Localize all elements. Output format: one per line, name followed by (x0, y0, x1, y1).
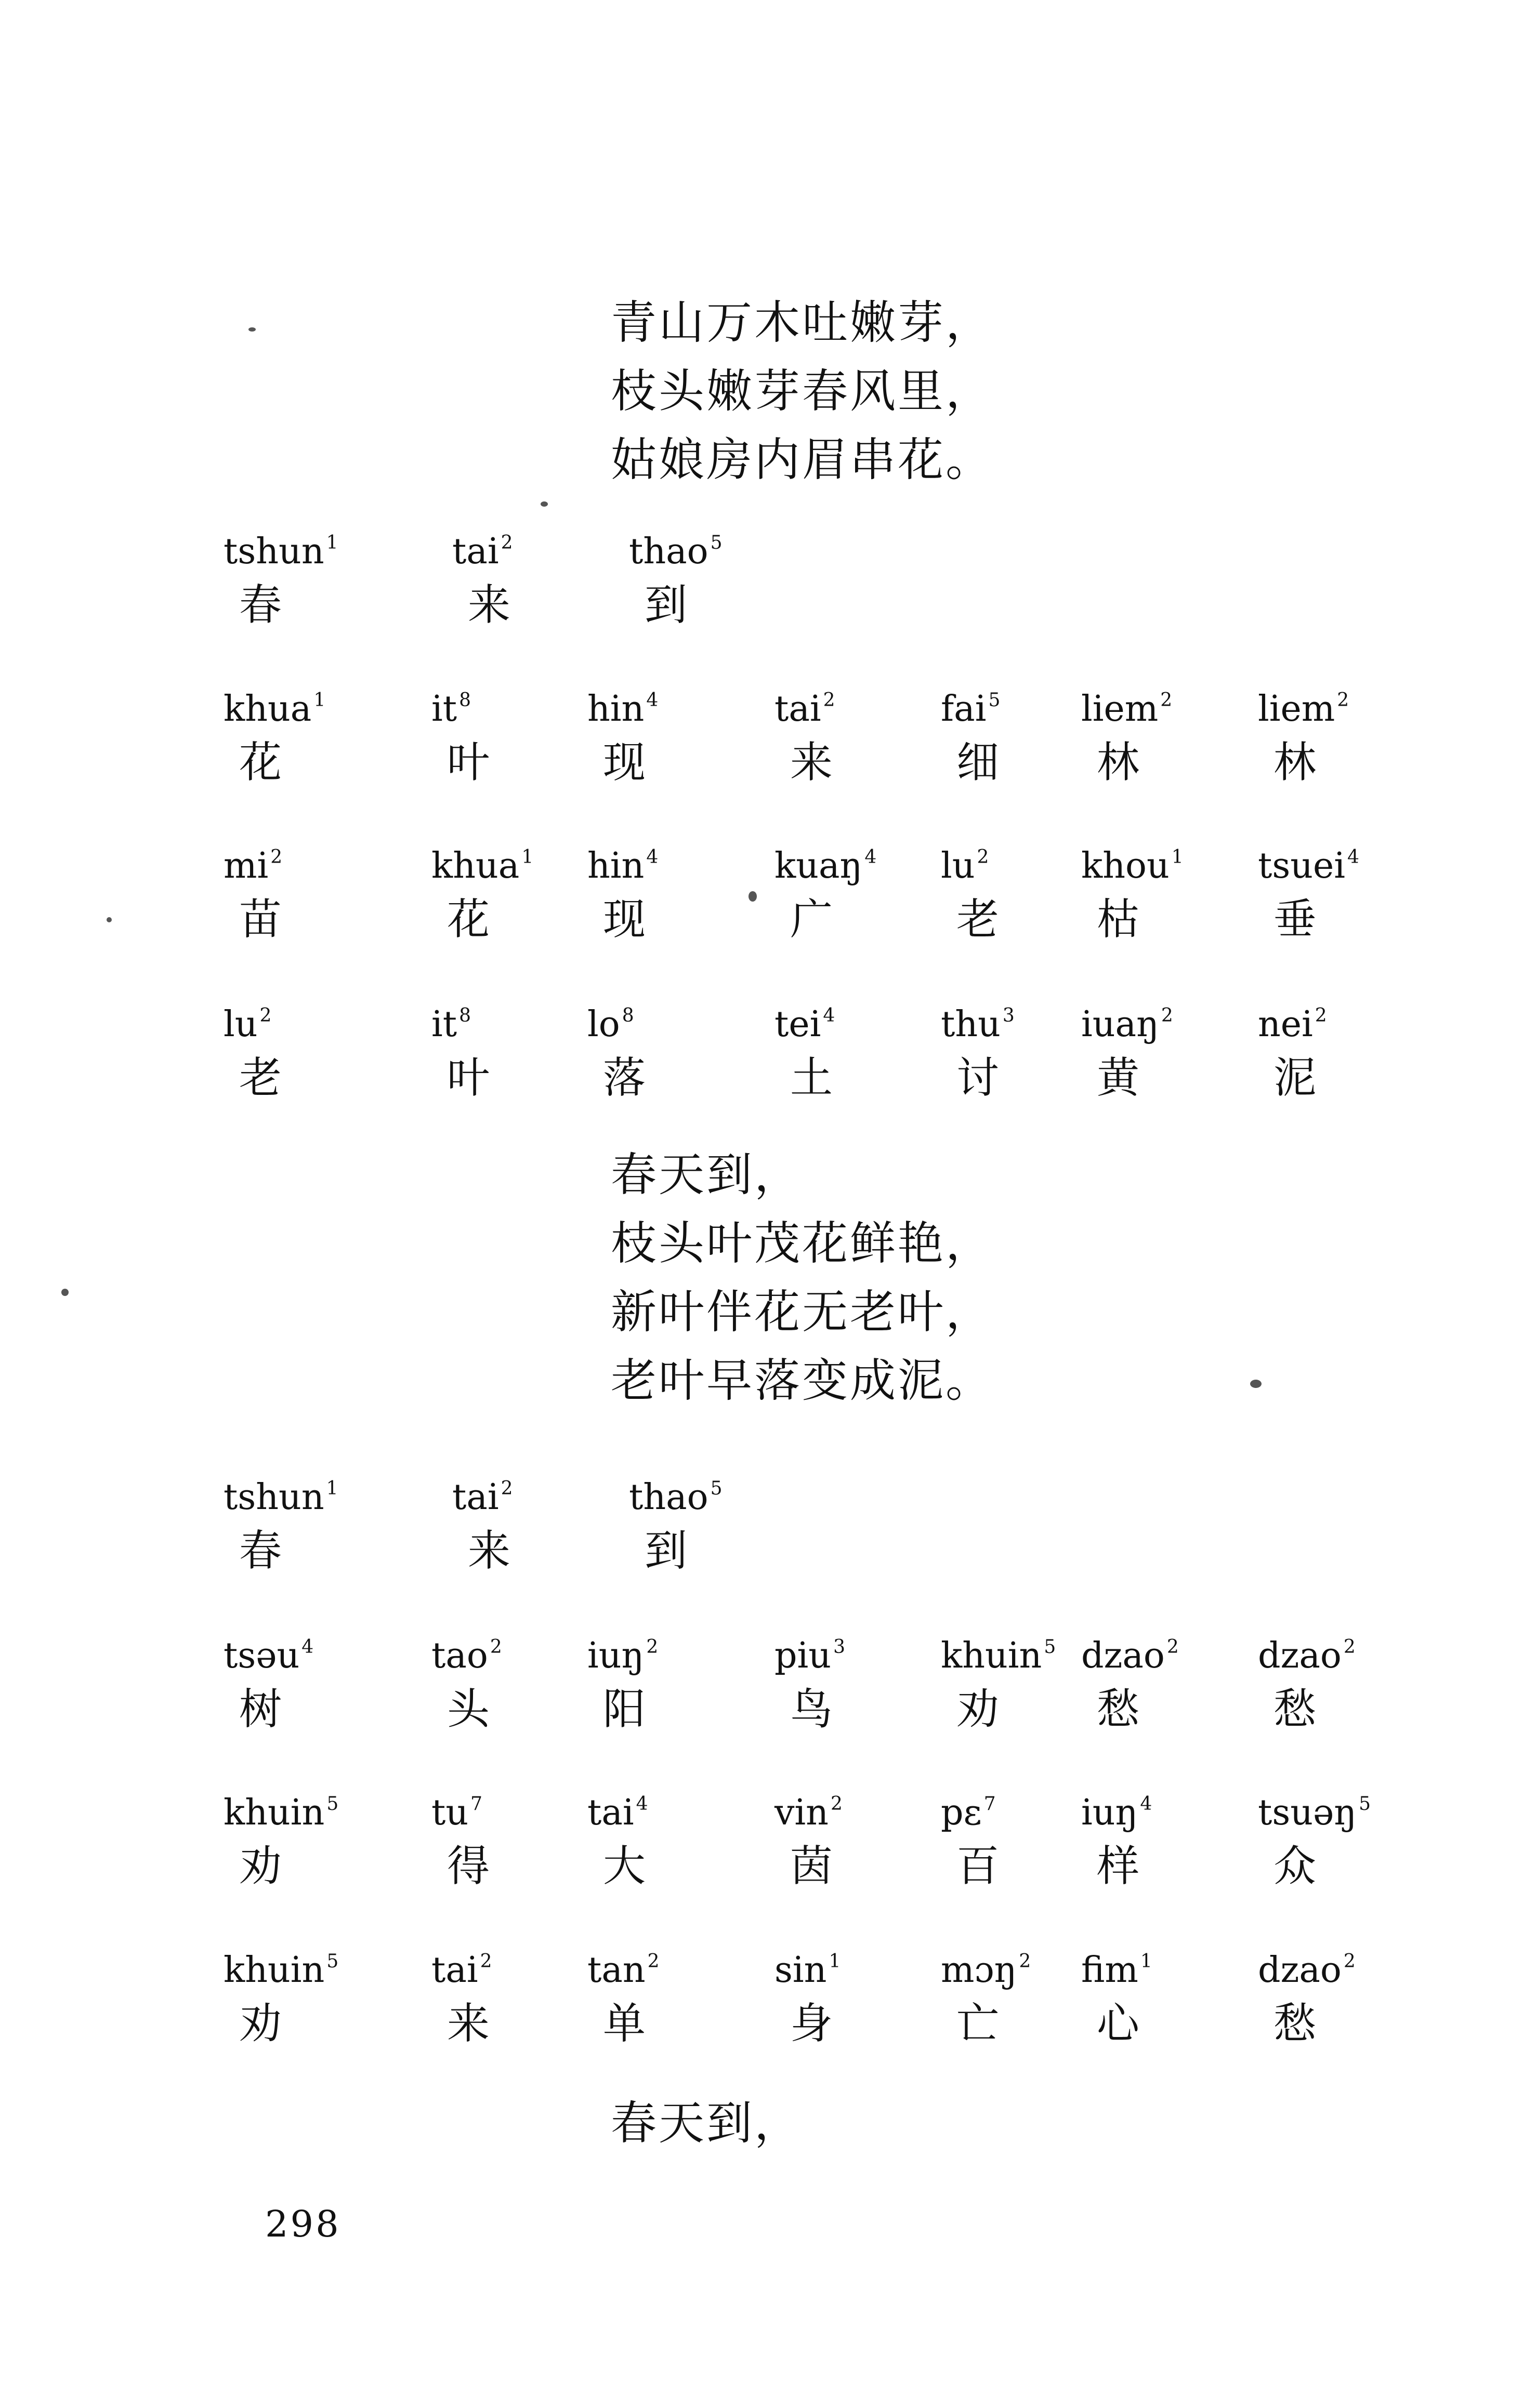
romanization-syllable: thu (941, 1004, 1001, 1045)
gloss-row-8 (224, 1941, 1367, 2048)
romanization-syllable: tan (587, 1950, 646, 1991)
romanization (431, 680, 471, 730)
romanization-syllable: piu (774, 1635, 832, 1676)
verse-line: 春天到， (611, 1148, 803, 1201)
romanization (774, 1626, 845, 1677)
romanization (774, 1783, 843, 1834)
tone-number: 1 (313, 690, 326, 711)
romanization (941, 1783, 996, 1834)
tone-number: 5 (1359, 1793, 1371, 1815)
romanization-syllable: vin (774, 1792, 829, 1833)
romanization-syllable: lo (587, 1004, 620, 1045)
tone-number: 2 (1337, 690, 1349, 711)
romanization-syllable: it (431, 689, 457, 730)
romanization-syllable: dzao (1081, 1635, 1165, 1676)
romanization-syllable: mɔŋ (941, 1950, 1017, 1991)
romanization (774, 995, 835, 1046)
chinese-character: 花 (239, 738, 282, 787)
chinese-character: 讨 (956, 1053, 1000, 1103)
tone-number: 2 (823, 690, 835, 711)
romanization-syllable: tao (431, 1635, 488, 1676)
tone-number: 5 (326, 1793, 339, 1815)
romanization (224, 1783, 338, 1834)
chinese-character: 来 (447, 1999, 490, 2048)
romanization-syllable: tsuəŋ (1258, 1792, 1357, 1833)
romanization-syllable: liem (1258, 689, 1335, 730)
romanization (941, 1626, 1056, 1677)
chinese-character: 老 (239, 1053, 282, 1103)
romanization-syllable: khou (1081, 845, 1170, 887)
romanization-syllable: tshun (224, 1477, 324, 1518)
romanization (224, 680, 325, 730)
tone-number: 5 (710, 1478, 723, 1499)
tone-number: 4 (646, 846, 659, 868)
chinese-character: 落 (603, 1053, 646, 1103)
chinese-character: 劝 (956, 1685, 1000, 1734)
chinese-character: 心 (1097, 1999, 1140, 2048)
romanization (587, 1626, 658, 1677)
chinese-character: 林 (1097, 738, 1140, 787)
tone-number: 2 (259, 1005, 272, 1026)
romanization-syllable: kuaŋ (774, 845, 863, 887)
romanization (1081, 837, 1184, 887)
verse-block-1 (611, 288, 1286, 494)
scan-speck (541, 501, 548, 507)
tone-number: 8 (459, 690, 471, 711)
tone-number: 2 (977, 846, 989, 868)
chinese-character: 土 (790, 1053, 833, 1103)
scan-speck (61, 1289, 69, 1296)
romanization (431, 837, 533, 887)
romanization (224, 522, 338, 573)
romanization (1258, 837, 1359, 887)
chinese-character: 得 (447, 1842, 490, 1891)
chinese-character: 叶 (447, 1053, 490, 1103)
romanization-syllable: hin (587, 845, 645, 887)
tone-number: 7 (470, 1793, 483, 1815)
chinese-character: 到 (645, 1526, 688, 1576)
chinese-character: 大 (603, 1842, 646, 1891)
romanization-syllable: thao (629, 531, 708, 572)
chinese-character: 样 (1097, 1842, 1140, 1891)
tone-number: 1 (521, 846, 534, 868)
tone-number: 4 (1347, 846, 1359, 868)
romanization-syllable: fai (941, 689, 987, 730)
romanization (452, 1468, 513, 1518)
tone-number: 2 (480, 1951, 492, 1972)
romanization (941, 1941, 1031, 1991)
romanization-syllable: dzao (1258, 1950, 1342, 1991)
chinese-character: 劝 (239, 1999, 282, 2048)
tone-number: 2 (647, 1951, 660, 1972)
scan-speck (1250, 1380, 1262, 1388)
verse-block-3 (611, 2089, 1286, 2158)
tone-number: 1 (829, 1951, 841, 1972)
romanization-syllable: hin (587, 689, 645, 730)
romanization-syllable: nei (1258, 1004, 1313, 1045)
romanization-syllable: khuin (224, 1792, 325, 1833)
chinese-character: 来 (468, 580, 511, 630)
verse-line: 春天到， (611, 2096, 803, 2150)
romanization (587, 680, 658, 730)
romanization (774, 680, 835, 730)
chinese-character: 愁 (1274, 1685, 1317, 1734)
romanization (1258, 680, 1349, 730)
romanization-syllable: tshun (224, 531, 324, 572)
romanization (224, 995, 271, 1046)
chinese-character: 广 (790, 895, 833, 944)
romanization (1081, 1626, 1179, 1677)
romanization (1258, 1626, 1356, 1677)
tone-number: 2 (1343, 1951, 1356, 1972)
romanization (431, 995, 471, 1046)
romanization-syllable: tai (774, 689, 821, 730)
romanization-syllable: iuŋ (1081, 1792, 1138, 1833)
romanization (1081, 995, 1173, 1046)
chinese-character: 来 (790, 738, 833, 787)
tone-number: 4 (823, 1005, 835, 1026)
tone-number: 4 (864, 846, 877, 868)
chinese-character: 春 (239, 1526, 282, 1576)
romanization-syllable: iuŋ (587, 1635, 645, 1676)
chinese-character: 愁 (1097, 1685, 1140, 1734)
chinese-character: 劝 (239, 1842, 282, 1891)
chinese-character: 老 (956, 895, 1000, 944)
chinese-character: 阳 (603, 1685, 646, 1734)
chinese-character: 众 (1274, 1842, 1317, 1891)
tone-number: 2 (830, 1793, 843, 1815)
chinese-character: 林 (1274, 738, 1317, 787)
tone-number: 4 (636, 1793, 648, 1815)
romanization-syllable: tai (452, 531, 499, 572)
tone-number: 2 (1019, 1951, 1031, 1972)
tone-number: 2 (490, 1636, 502, 1658)
chinese-character: 花 (447, 895, 490, 944)
romanization-syllable: lu (941, 845, 975, 887)
romanization (452, 522, 513, 573)
romanization (1258, 1941, 1356, 1991)
verse-line: 新叶伴花无老叶， (611, 1285, 994, 1339)
romanization (224, 1468, 338, 1518)
gloss-row-2 (224, 680, 1367, 787)
verse-line: 枝头叶茂花鲜艳， (611, 1216, 994, 1270)
tone-number: 1 (1140, 1951, 1152, 1972)
tone-number: 3 (1002, 1005, 1015, 1026)
tone-number: 4 (646, 690, 659, 711)
tone-number: 3 (833, 1636, 845, 1658)
chinese-character: 现 (603, 895, 646, 944)
romanization-syllable: tei (774, 1004, 821, 1045)
chinese-character: 亡 (956, 1999, 1000, 2048)
romanization-syllable: lu (224, 1004, 258, 1045)
chinese-character: 细 (956, 738, 1000, 787)
chinese-character: 百 (956, 1842, 1000, 1891)
chinese-character: 垂 (1274, 895, 1317, 944)
chinese-character: 头 (447, 1685, 490, 1734)
chinese-character: 树 (239, 1685, 282, 1734)
romanization-syllable: mi (224, 845, 269, 887)
tone-number: 4 (301, 1636, 314, 1658)
scan-speck (248, 327, 256, 332)
romanization (224, 837, 282, 887)
romanization (587, 1941, 660, 1991)
romanization (774, 1941, 841, 1991)
romanization-syllable: khua (431, 845, 520, 887)
tone-number: 2 (501, 532, 513, 553)
romanization-syllable: tsəu (224, 1635, 300, 1676)
gloss-row-7 (224, 1783, 1371, 1891)
page-number: 298 (265, 2203, 341, 2245)
romanization (224, 1941, 338, 1991)
chinese-character: 来 (468, 1526, 511, 1576)
romanization-syllable: iuaŋ (1081, 1004, 1159, 1045)
tone-number: 2 (646, 1636, 659, 1658)
gloss-row-5 (224, 1468, 1367, 1576)
romanization (431, 1783, 482, 1834)
romanization-syllable: thao (629, 1477, 708, 1518)
chinese-character: 泥 (1274, 1053, 1317, 1103)
romanization (431, 1626, 502, 1677)
tone-number: 2 (1160, 690, 1173, 711)
verse-line: 老叶早落变成泥。 (611, 1354, 994, 1407)
scan-speck (749, 891, 757, 902)
romanization-syllable: tu (431, 1792, 469, 1833)
romanization-syllable: khua (224, 689, 312, 730)
chinese-character: 身 (790, 1999, 833, 2048)
chinese-character: 鸟 (790, 1685, 833, 1734)
tone-number: 2 (1315, 1005, 1327, 1026)
romanization (1081, 680, 1172, 730)
tone-number: 1 (326, 1478, 338, 1499)
romanization (629, 1468, 723, 1518)
tone-number: 2 (501, 1478, 513, 1499)
chinese-character: 叶 (447, 738, 490, 787)
romanization (1258, 1783, 1371, 1834)
romanization-syllable: pɛ (941, 1792, 982, 1833)
tone-number: 5 (326, 1951, 339, 1972)
tone-number: 5 (710, 532, 723, 553)
romanization (1258, 995, 1327, 1046)
scan-speck (107, 917, 112, 922)
gloss-row-3 (224, 837, 1367, 944)
chinese-character: 苗 (239, 895, 282, 944)
romanization (941, 995, 1015, 1046)
tone-number: 5 (988, 690, 1001, 711)
tone-number: 1 (326, 532, 338, 553)
romanization (431, 1941, 492, 1991)
romanization-syllable: fim (1081, 1950, 1138, 1991)
gloss-row-1 (224, 522, 1367, 630)
romanization (941, 680, 1000, 730)
chinese-character: 黄 (1097, 1053, 1140, 1103)
chinese-character: 茵 (790, 1842, 833, 1891)
romanization (1081, 1783, 1152, 1834)
romanization (629, 522, 723, 573)
verse-line: 姑娘房内眉串花。 (611, 433, 994, 486)
tone-number: 7 (983, 1793, 996, 1815)
romanization-syllable: tai (587, 1792, 634, 1833)
tone-number: 2 (1161, 1005, 1173, 1026)
romanization-syllable: dzao (1258, 1635, 1342, 1676)
romanization-syllable: tsuei (1258, 845, 1346, 887)
verse-line: 青山万木吐嫩芽， (611, 296, 994, 349)
tone-number: 5 (1044, 1636, 1056, 1658)
tone-number: 2 (270, 846, 283, 868)
tone-number: 1 (1171, 846, 1184, 868)
chinese-character: 现 (603, 738, 646, 787)
romanization (587, 1783, 648, 1834)
gloss-row-4 (224, 995, 1367, 1103)
verse-line: 枝头嫩芽春风里， (611, 364, 994, 418)
gloss-row-6 (224, 1626, 1367, 1734)
chinese-character: 枯 (1097, 895, 1140, 944)
tone-number: 2 (1343, 1636, 1356, 1658)
tone-number: 2 (1166, 1636, 1179, 1658)
romanization (224, 1626, 313, 1677)
chinese-character: 到 (645, 580, 688, 630)
romanization-syllable: sin (774, 1950, 827, 1991)
romanization-syllable: liem (1081, 689, 1159, 730)
romanization-syllable: tai (431, 1950, 478, 1991)
romanization-syllable: it (431, 1004, 457, 1045)
romanization (587, 995, 634, 1046)
chinese-character: 单 (603, 1999, 646, 2048)
romanization (774, 837, 876, 887)
romanization-syllable: tai (452, 1477, 499, 1518)
tone-number: 8 (622, 1005, 634, 1026)
romanization-syllable: khuin (224, 1950, 325, 1991)
romanization (1081, 1941, 1152, 1991)
chinese-character: 愁 (1274, 1999, 1317, 2048)
romanization-syllable: khuin (941, 1635, 1042, 1676)
tone-number: 4 (1140, 1793, 1152, 1815)
chinese-character: 春 (239, 580, 282, 630)
romanization (587, 837, 658, 887)
romanization (941, 837, 989, 887)
tone-number: 8 (459, 1005, 471, 1026)
verse-block-2 (611, 1141, 1286, 1415)
